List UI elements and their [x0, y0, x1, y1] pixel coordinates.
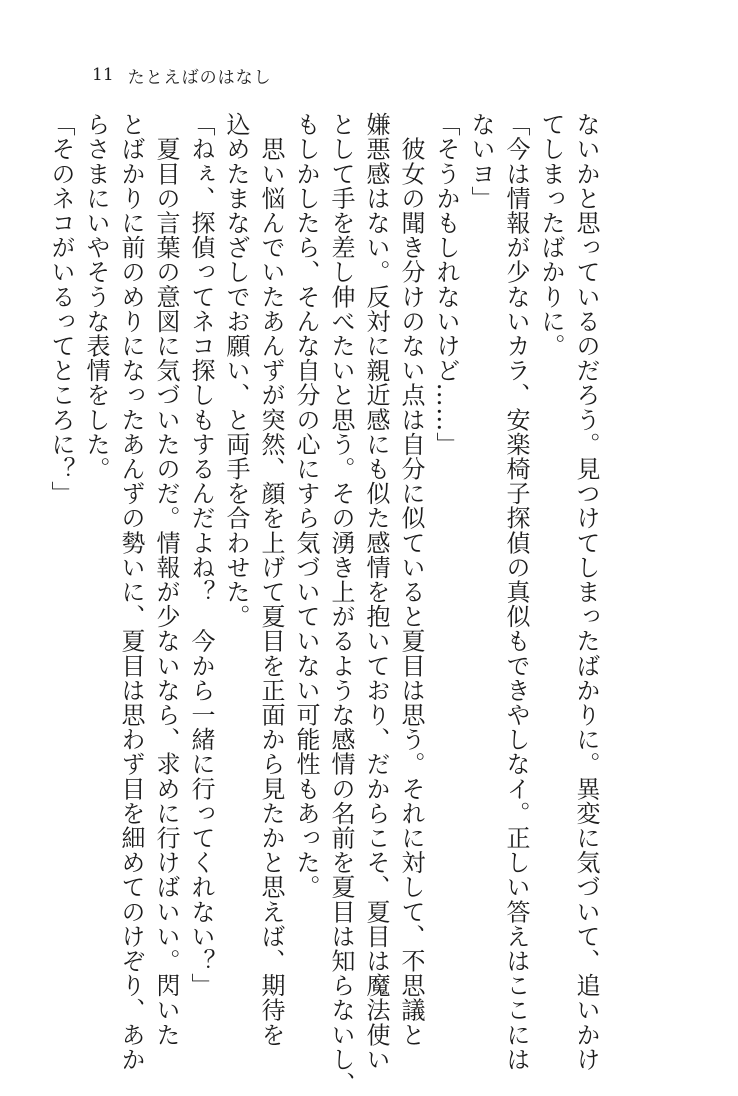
chapter-title: たとえばのはなし — [127, 67, 272, 88]
body-text — [47, 112, 603, 1096]
text-line: ないヨ」 — [467, 112, 495, 211]
text-line: 「そうかもしれないけど……」 — [432, 112, 460, 457]
text-line: 嫌悪感はない。反対に親近感にも似た感情を抱いており、だからこそ、夏目は魔法使い — [362, 112, 390, 1072]
running-head — [92, 62, 272, 88]
text-line: らさまにいやそうな表情をした。 — [82, 112, 110, 481]
text-line: として手を差し伸べたいと思う。その湧き上がるような感情の名前を夏目は知らないし、 — [327, 112, 355, 1096]
text-line: てしまったばかりに。 — [537, 112, 565, 358]
text-line: とばかりに前のめりになったあんずの勢いに、夏目は思わず目を細めてのけぞり、あか — [117, 112, 145, 1072]
text-line: 「今は情報が少ないカラ、安楽椅子探偵の真似もできやしなイ。正しい答えはここには — [502, 112, 530, 1072]
text-line: 込めたまなざしでお願い、と両手を合わせた。 — [222, 112, 250, 629]
text-line: 「そのネコがいるってところに？」 — [47, 112, 75, 506]
text-line: 「ねぇ、探偵ってネコ探しもするんだよね？ 今から一緒に行ってくれない？」 — [187, 112, 215, 998]
text-line: ないかと思っているのだろう。見つけてしまったばかりに。異変に気づいて、追いかけ — [572, 112, 600, 1072]
text-line: 夏目の言葉の意図に気づいたのだ。情報が少ないなら、求めに行けばいい。閃いた — [152, 112, 180, 1047]
page-number: 11 — [92, 65, 114, 85]
text-line: 思い悩んでいたあんずが突然、顔を上げて夏目を正面から見たかと思えば、期待を — [257, 112, 285, 1047]
text-line: もしかしたら、そんな自分の心にすら気づいていない可能性もあった。 — [292, 112, 320, 900]
text-line: 彼女の聞き分けのない点は自分に似ていると夏目は思う。それに対して、不思議と — [397, 112, 425, 1047]
